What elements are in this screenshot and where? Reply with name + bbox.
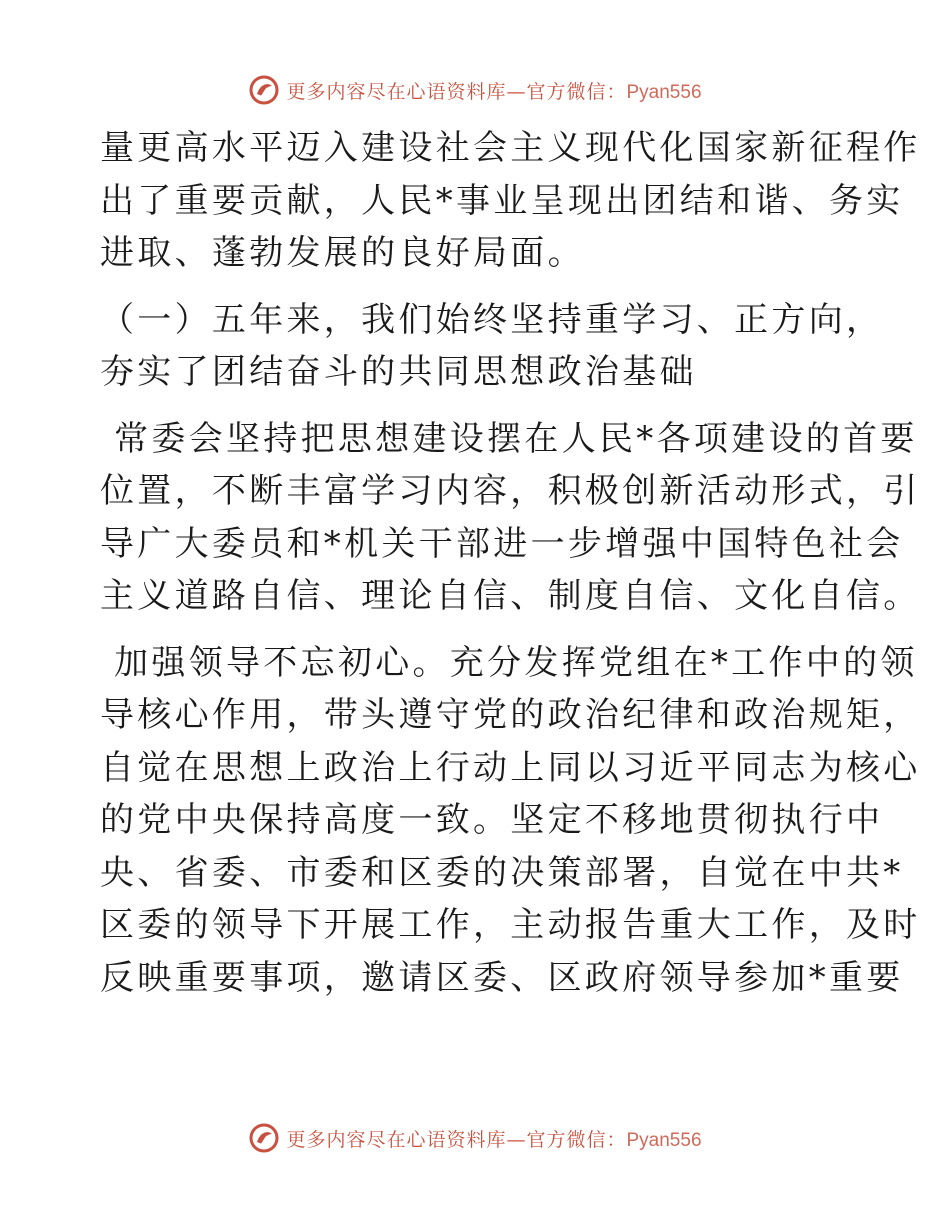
section-heading [100,294,884,399]
text-line: 夯实了团结奋斗的共同思想政治基础 [100,352,697,392]
text-line: 常委会坚持把思想建设摆在人民*各项建设的首要 [100,418,918,459]
paragraph-2 [100,413,921,623]
text-line: （一）五年来，我们始终坚持重学习、正方向， [100,299,884,340]
text-line: 央、省委、市委和区委的决策部署，自觉在中共* [100,852,904,893]
text-line: 位置，不断丰富学习内容，积极创新活动形式，引 [100,471,921,511]
text-line: 出了重要贡献，人民*事业呈现出团结和谐、务实 [100,180,904,221]
text-line: 自觉在思想上政治上行动上同以习近平同志为核心 [100,747,921,788]
text-line: 反映重要事项，邀请区委、区政府领导参加*重要 [100,957,904,998]
watermark-footer [0,1118,950,1158]
text-line: 区委的领导下开展工作，主动报告重大工作，及时 [100,905,921,945]
text-line: 进取、蓬勃发展的良好局面。 [100,233,585,273]
red-swirl-logo-icon [248,1122,280,1154]
document-body [100,122,921,1004]
watermark-header [0,70,950,110]
watermark-wechat-id: Pyan556 [626,81,702,103]
text-line: 的党中央保持高度一致。坚定不移地贯彻执行中 [100,800,884,840]
text-line: 量更高水平迈入建设社会主义现代化国家新征程作 [100,128,921,168]
text-line: 导核心作用，带头遵守党的政治纪律和政治规矩， [100,695,921,735]
paragraph-1 [100,122,921,280]
watermark-text: 更多内容尽在心语资料库—官方微信：Pyan556 [286,80,702,103]
text-line: 加强领导不忘初心。充分发挥党组在*工作中的领 [100,642,918,683]
watermark-text: 更多内容尽在心语资料库—官方微信：Pyan556 [286,1128,702,1151]
watermark-wechat-id: Pyan556 [626,1129,702,1151]
text-line: 主义道路自信、理论自信、制度自信、文化自信。 [100,576,921,616]
red-swirl-logo-icon [248,74,280,106]
paragraph-3 [100,637,921,1005]
text-line: 导广大委员和*机关干部进一步增强中国特色社会 [100,523,904,564]
